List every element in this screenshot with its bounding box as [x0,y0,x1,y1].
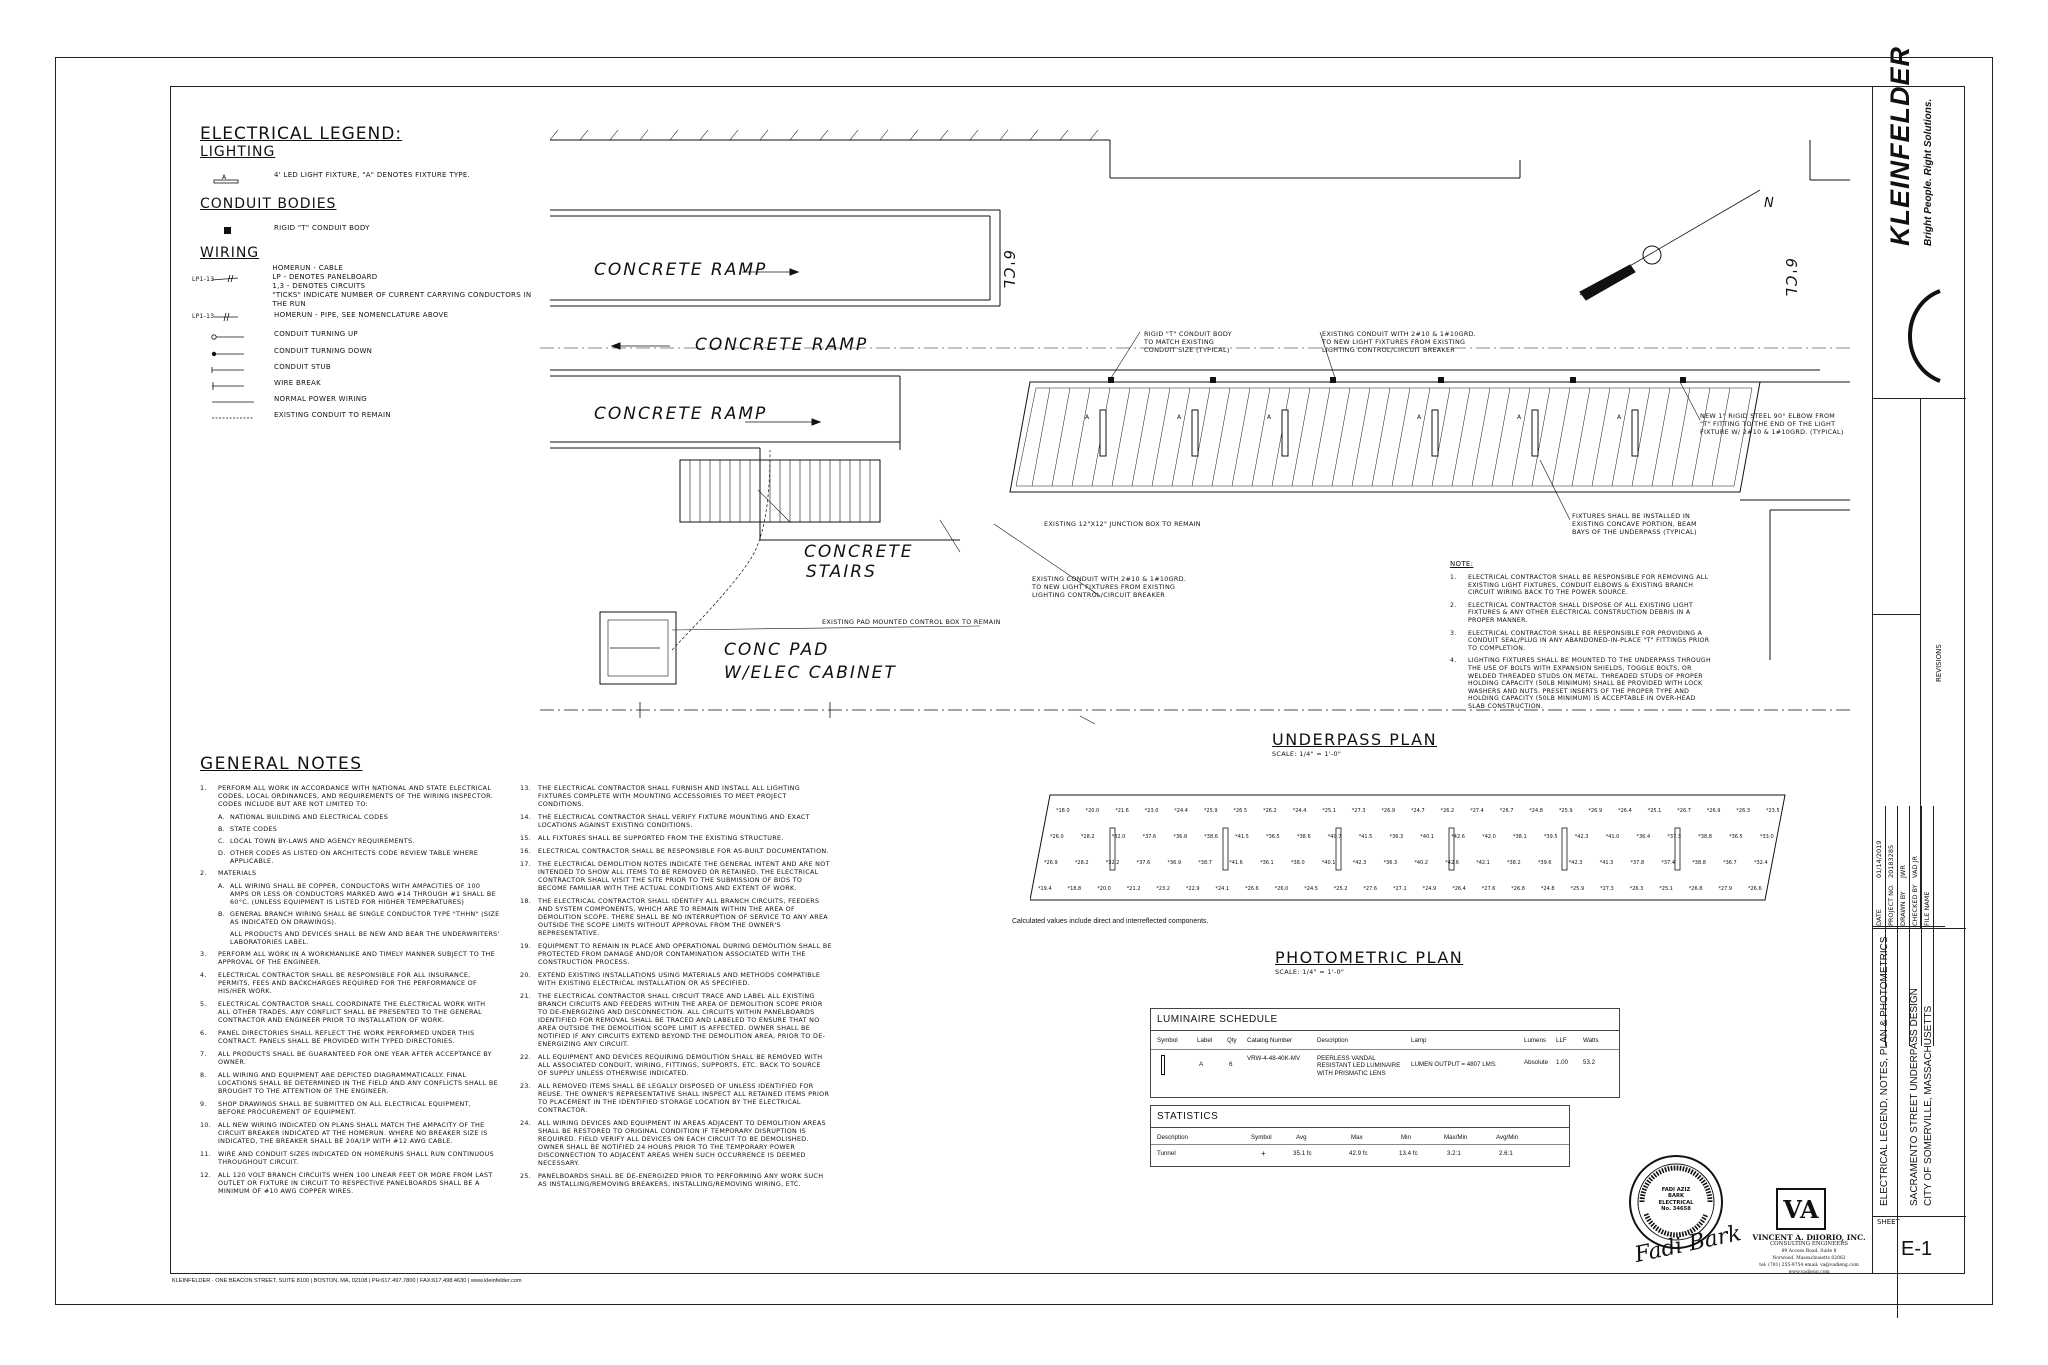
general-note-item: 17. THE ELECTRICAL DEMOLITION NOTES INDICATE THE GENERAL INTENT AND ARE NOT INTENDED TO SHOW ALL ITEMS TO BE REMOVED OR RETAINED. THE ELECTRICAL CONTRACTOR SHALL VISIT THE SITE PRIOR TO THE SUBMISSION OF BIDS TO BECOME FAMILIAR WITH THE ACTUAL CONDITIONS AND EXTENT OF WORK. [520,860,830,892]
photometric-value: *28.2 [1074,860,1089,866]
photometric-value: *26.5 [1233,808,1248,814]
label-centerline-left: 6'CL [1000,250,1018,291]
photometric-value: *41.0 [1605,834,1620,840]
photometric-value: *26.3 [1736,808,1751,814]
legend-item-conduit-up [192,327,358,341]
photometric-value: *32.0 [1111,834,1126,840]
photometric-value: *42.3 [1352,860,1367,866]
general-note-item: 3. PERFORM ALL WORK IN A WORKMANLIKE AND TIMELY MANNER SUBJECT TO THE APPROVAL OF THE ENGINEER. [200,950,496,966]
general-note-subitem: B. STATE CODES [218,825,278,833]
stat-maxmin: 3.2:1 [1447,1150,1461,1157]
general-note-item: 21. THE ELECTRICAL CONTRACTOR SHALL CIRCUIT TRACE AND LABEL ALL EXISTING BRANCH CIRCUITS AND FEEDERS WITHIN THE AREA OF DEMOLITION SCOPE PRIOR TO DE-ENERGIZING AND DISCONNECTION. ALL CIRCUITS WITHIN PANELBOARDS IDENTIFIED FOR REMOVAL SHALL BE TRACED AND LABELED TO ENSURE THAT NO AREA OUTSIDE THE DEMOLITION SCOPE LIMIT IS AFFECTED. OWNER SHALL BE NOTIFIED IF ANY CIRCUITS EXTEND BEYOND THE DEMOLITION AREA, PRIOR TO DE-ENERGIZING ANY CIRCUIT. [520,992,826,1048]
photometric-value: *36.7 [1723,860,1737,866]
general-note-item: 1. PERFORM ALL WORK IN ACCORDANCE WITH NATIONAL AND STATE ELECTRICAL CODES, LOCAL ORDINANCES, AND REQUIREMENTS OF THE WIRING INSPECTOR. CODES INCLUDE BUT ARE NOT LIMITED TO: [200,784,494,808]
photometric-value: *26.0 [1050,834,1064,840]
value-drawn-by: JWR [1899,865,1907,878]
photometric-value: *23.0 [1144,808,1159,814]
general-note-item: 18. THE ELECTRICAL CONTRACTOR SHALL IDENTIFY ALL BRANCH CIRCUITS, FEEDERS AND SYSTEM COMPONENTS, WHICH ARE TO REMAIN WITHIN THE AREA OF DEMOLITION SCOPE. THERE SHALL BE NO INTERRUPTION OF SERVICE TO ANY AREA OUTSIDE THE SCOPE LIMITS WITHOUT APPROVAL FROM THE OWNER'S REPRESENTATIVE. [520,897,828,937]
general-note-subitem: A. ALL WIRING SHALL BE COPPER, CONDUCTORS WITH AMPACITIES OF 100 AMPS OR LESS OR CONDUCTORS MARKED AWG #14 THROUGH #1 SHALL BE 60°C. (UNLESS EQUIPMENT IS LISTED FOR HIGHER TEMPERATURES) [218,882,496,906]
photometric-value: *36.5 [1729,834,1743,840]
stat-header-avg: Avg [1296,1134,1307,1141]
kleinfelder-logo: KLEINFELDER [1885,46,1915,246]
photometric-value: *25.1 [1322,808,1336,814]
general-note-subitem: A. NATIONAL BUILDING AND ELECTRICAL CODES [218,813,389,821]
revisions-label: REVISIONS [1935,644,1943,682]
svg-text:A: A [222,174,227,181]
photometric-value: *37.4 [1661,860,1676,866]
photometric-value: *33.0 [1760,834,1774,840]
legend-item-homerun-pipe [192,311,448,323]
stat-max: 42.9 fc [1349,1150,1368,1157]
legend-fixture-text: 4' LED LIGHT FIXTURE, "A" DENOTES FIXTURE TYPE. [274,170,471,179]
lum-header-label: Label [1197,1037,1213,1044]
general-note-item: 14. THE ELECTRICAL CONTRACTOR SHALL VERIFY FIXTURE MOUNTING AND EXACT LOCATIONS AGAINST EXISTING CONDITIONS. [520,813,810,829]
callout-fixtures-installed: FIXTURES SHALL BE INSTALLED IN EXISTING CONCAVE PORTION, BEAM BAYS OF THE UNDERPASS (TYPICAL) [1572,512,1697,536]
general-note-item: 15. ALL FIXTURES SHALL BE SUPPORTED FROM THE EXISTING STRUCTURE. [520,834,784,842]
photometric-value: *25.9 [1570,886,1585,892]
callout-t-body: RIGID "T" CONDUIT BODY TO MATCH EXISTING CONDUIT SIZE (TYPICAL) [1144,330,1232,354]
legend-title: ELECTRICAL LEGEND: [200,124,403,144]
photometric-value: *40.1 [1321,860,1336,866]
photometric-value: *24.4 [1174,808,1188,814]
photometric-value: *41.5 [1235,834,1249,840]
label-conc-pad-1: CONC PAD [724,640,830,660]
legend-item-conduit-body [192,221,370,235]
lum-qty: 6 [1229,1061,1233,1068]
photometric-value: *38.8 [1692,860,1706,866]
photometric-grid [1030,790,1790,905]
general-note-item: 11. WIRE AND CONDUIT SIZES INDICATED ON HOMERUNS SHALL RUN CONTINUOUS THROUGHOUT CIRCUIT. [200,1150,494,1166]
conduit-body-icon [192,222,274,234]
stat-header-avgmin: Avg/Min [1496,1134,1519,1141]
firm-web: www.vadieng.com [1788,1270,1830,1275]
photometric-value: *23.5 [1766,808,1780,814]
legend-normal-wiring-text: NORMAL POWER WIRING [274,394,368,403]
conduit-up-icon [192,328,274,340]
callout-elbow: NEW 1" RIGID STEEL 90° ELBOW FROM "T" FITTING TO THE END OF THE LIGHT FIXTURE W/ 2#10 & 1#10GRD. (TYPICAL) [1700,412,1844,436]
label-centerline-right: 6'CL [1782,258,1800,299]
engineer-signature: Fadi Bark [1632,1221,1744,1268]
photometric-value: *42.1 [1476,860,1490,866]
sheet-label: SHEET [1877,1218,1900,1226]
lum-description: PEERLESS VANDAL RESISTANT LED LUMINAIRE WITH PRISMATIC LENS [1317,1055,1401,1077]
photometric-value: *36.9 [1167,860,1182,866]
photometric-value: *24.8 [1529,808,1543,814]
photometric-value: *27.1 [1393,886,1407,892]
photometric-value: *26.4 [1452,886,1466,892]
footer-address: KLEINFELDER · ONE BEACON STREET, SUITE 8100 | BOSTON, MA, 02108 | PH:617.497.7800 | FAX:617.498.4630 | www.kleinfelder.com [172,1278,522,1284]
legend-item-homerun-cable [192,264,532,309]
general-note-item: 2. MATERIALS [200,869,257,877]
photometric-value: *39.5 [1543,834,1558,840]
general-note-item: 12. ALL 120 VOLT BRANCH CIRCUITS WHEN 100 LINEAR FEET OR MORE FROM LAST OUTLET OR FIXTURE IN CIRCUIT TO RESPECTIVE PANELBOARDS SHALL BE A MINIMUM OF #10 AWG COPPER WIRES. [200,1171,493,1195]
sheet-title: ELECTRICAL LEGEND, NOTES, PLAN & PHOTOMETRICS [1879,936,1890,1206]
conduit-stub-icon [192,361,274,373]
stat-header-maxmin: Max/Min [1444,1134,1468,1141]
photometric-value: *39.6 [1537,860,1552,866]
lum-header-llf: LLF [1556,1037,1567,1044]
plan-note-3: 3. ELECTRICAL CONTRACTOR SHALL BE RESPONSIBLE FOR PROVIDING A CONDUIT SEAL/PLUG IN ANY ABANDONED-IN-PLACE "T" FITTINGS PRIOR TO COMPLETION. [1450,629,1710,652]
photometric-value: *42.6 [1445,860,1459,866]
lum-header-catalog: Catalog Number [1247,1037,1293,1044]
stat-description: Tunnel [1157,1150,1176,1157]
stat-header-description: Description [1157,1134,1188,1141]
photometric-value: *24.1 [1215,886,1230,892]
photometric-value: *26.6 [1748,886,1762,892]
photometric-value: *36.8 [1173,834,1188,840]
photometric-value: *26.2 [1440,808,1455,814]
general-note-item: 8. ALL WIRING AND EQUIPMENT ARE DEPICTED DIAGRAMMATICALLY. FINAL LOCATIONS SHALL BE DETERMINED IN THE FIELD AND ANY CONFLICTS SHALL BE BROUGHT TO THE ATTENTION OF THE ENGINEER. [200,1071,498,1095]
general-note-item: 19. EQUIPMENT TO REMAIN IN PLACE AND OPERATIONAL DURING DEMOLITION SHALL BE PROTECTED FROM DAMAGE AND/OR CONTAMINATION ASSOCIATED WITH THE CONSTRUCTION PROCESS. [520,942,832,966]
legend-item-existing-conduit [192,408,391,422]
photometric-value: *20.0 [1085,808,1100,814]
plan-note-1: 1. ELECTRICAL CONTRACTOR SHALL BE RESPONSIBLE FOR REMOVING ALL EXISTING LIGHT FIXTURES, CONDUIT ELBOWS & EXISTING BRANCH CIRCUIT WIRING BACK TO THE POWER SOURCE. [1450,574,1709,597]
photometric-value: *26.9 [1588,808,1603,814]
plan-notes [1450,560,1712,716]
photometric-value: *26.4 [1618,808,1632,814]
photometric-value: *24.8 [1540,886,1555,892]
photometric-value: *21.6 [1115,808,1129,814]
general-note-subitem: ALL PRODUCTS AND DEVICES SHALL BE NEW AND BEAR THE UNDERWRITERS' LABORATORIES LABEL. [230,930,500,946]
photometric-plan-scale: SCALE: 1/4" = 1'-0" [1275,968,1345,976]
lum-header-symbol: Symbol [1157,1037,1178,1044]
existing-conduit-icon [192,409,274,421]
legend-homerun-pipe-text: HOMERUN - PIPE, SEE NOMENCLATURE ABOVE [274,311,449,319]
photometric-value: *36.3 [1383,860,1398,866]
general-notes-column-2 [520,784,832,1193]
photometric-value: *26.9 [1706,808,1721,814]
photometric-value: *25.1 [1647,808,1662,814]
photometric-value: *36.3 [1389,834,1404,840]
general-note-subitem: B. GENERAL BRANCH WIRING SHALL BE SINGLE CONDUCTOR TYPE "THHN" (SIZE AS INDICATED ON DRAWINGS). [218,910,500,926]
firm-contact: tel: (781) 255-9754 email: va@vadieng.com [1759,1263,1859,1268]
general-note-item: 16. ELECTRICAL CONTRACTOR SHALL BE RESPONSIBLE FOR AS-BUILT DOCUMENTATION. [520,847,829,855]
plan-notes-title: NOTE: [1450,560,1474,568]
luminaire-schedule [1150,1008,1620,1098]
photometric-value: *26.8 [1511,886,1525,892]
value-checked-by: VAD JR [1911,856,1919,878]
statistics-table [1150,1105,1570,1167]
callout-junction-box: EXISTING 12"X12" JUNCTION BOX TO REMAIN [1044,520,1201,528]
general-notes-title: GENERAL NOTES [200,754,363,774]
fixture-tag: A [1417,414,1422,421]
photometric-value: *42.3 [1574,834,1589,840]
label-concrete-stairs-1: CONCRETE [804,542,914,562]
photometric-value: *25.2 [1333,886,1348,892]
photometric-value: *27.3 [1351,808,1366,814]
fixture-icon [192,169,274,181]
photometric-value: *37.3 [1667,834,1682,840]
legend-conduit-down-text: CONDUIT TURNING DOWN [274,346,373,355]
label-drawn-by: DRAWN BY [1899,891,1907,926]
lum-header-description: Description [1317,1037,1348,1044]
photometric-value: *24.5 [1304,886,1318,892]
photometric-value: *38.6 [1204,834,1218,840]
photometric-value: *24.7 [1411,808,1425,814]
firm-subtitle: CONSULTING ENGINEERS [1769,1241,1849,1247]
photometric-value: *41.5 [1358,834,1373,840]
photometric-value: *25.1 [1659,886,1673,892]
photometric-value: *38.0 [1291,860,1305,866]
legend-conduit-body-text: RIGID "T" CONDUIT BODY [274,223,370,232]
photometric-value: *22.9 [1185,886,1200,892]
general-note-item: 23. ALL REMOVED ITEMS SHALL BE LEGALLY DISPOSED OF UNLESS IDENTIFIED FOR REUSE. THE OWNER'S REPRESENTATIVE SHALL INSPECT ALL RETAINED ITEMS PRIOR TO PLACEMENT IN THE IDENTIFIED STORAGE LOCATION BY THE ELECTRICAL CONTRACTOR. [520,1082,830,1114]
photometric-value: *36.1 [1260,860,1274,866]
firm-address1: 89 Access Road, Suite 8 [1781,1249,1837,1254]
label-concrete-ramp-3: CONCRETE RAMP [594,404,768,424]
lum-header-qty: Qty [1227,1037,1237,1044]
general-note-subitem: C. LOCAL TOWN BY-LAWS AND AGENCY REQUIREMENTS. [218,837,415,845]
lum-header-watts: Watts [1583,1037,1599,1044]
photometric-value: *32.2 [1105,860,1120,866]
legend-item-conduit-stub [192,360,331,374]
callout-existing-conduit-top: EXISTING CONDUIT WITH 2#10 & 1#10GRD. TO NEW LIGHT FIXTURES FROM EXISTING LIGHTING CONTROL/CIRCUIT BREAKER [1322,330,1477,354]
stat-avg: 35.1 fc [1293,1150,1312,1157]
plan-note-4: 4. LIGHTING FIXTURES SHALL BE MOUNTED TO THE UNDERPASS THROUGH THE USE OF BOLTS WITH EXPANSION SHIELDS, TOGGLE BOLTS, OR WELDED THREADED STUDS ON METAL. THREADED STUDS OF PROPER HOLDING CAPACITY (50LB MINIMUM) SHALL BE PROVIDED WITH LOCK WASHERS AND NUTS. PRESET INSERTS OF THE PROPER TYPE AND HOLDING CAPACITY (50LB MINIMUM) IS ACCEPTABLE IN OVER-HEAD SLAB CONSTRUCTION. [1450,657,1711,710]
fixture-tag: A [1517,414,1522,421]
photometric-value: *38.2 [1507,860,1521,866]
photometric-value: *25.9 [1558,808,1573,814]
callout-existing-conduit-bottom: EXISTING CONDUIT WITH 2#10 & 1#10GRD. TO NEW LIGHT FIXTURES FROM EXISTING LIGHTING CONTROL/CIRCUIT BREAKER [1032,575,1187,599]
general-note-item: 6. PANEL DIRECTORIES SHALL REFLECT THE WORK PERFORMED UNDER THIS CONTRACT. PANELS SHALL BE PROVIDED WITH TYPED DIRECTORIES. [200,1029,475,1045]
label-date: DATE [1875,909,1883,926]
lum-header-lamp: Lamp [1411,1037,1427,1044]
photometric-value: *42.6 [1451,834,1465,840]
general-note-item: 13. THE ELECTRICAL CONTRACTOR SHALL FURNISH AND INSTALL ALL LIGHTING FIXTURES COMPLETE WITH MOUNTING ACCESSORIES TO MEET PROJECT CONDITIONS. [520,784,800,808]
legend-item-normal-wiring [192,392,367,406]
photometric-value: *42.3 [1568,860,1583,866]
fixture-tag: A [1177,414,1182,421]
legend-item-wire-break [192,376,321,390]
firm-name: VINCENT A. DiIORIO, INC. [1752,1233,1866,1242]
lum-catalog: VRW-4-48-40K-MV [1247,1055,1301,1062]
photometric-value: *26.0 [1274,886,1289,892]
legend-heading-conduit-bodies: CONDUIT BODIES [200,196,337,212]
photometric-value: *27.4 [1470,808,1484,814]
lum-lumens: Absolute [1524,1059,1549,1066]
project-location: CITY OF SOMERVILLE, MASSACHUSETTS [1923,1005,1934,1206]
kleinfelder-swoosh-icon [1895,286,1945,386]
label-concrete-ramp-1: CONCRETE RAMP [594,260,768,280]
general-note-item: 20. EXTEND EXISTING INSTALLATIONS USING MATERIALS AND METHODS COMPATIBLE WITH EXISTING ELECTRICAL INSTALLATION OR AS SPECIFIED. [520,971,821,987]
value-date: 01/14/2019 [1875,840,1883,878]
label-project-no: PROJECT NO. [1887,884,1895,926]
lum-header-lumens: Lumens [1524,1037,1547,1044]
photometric-value: *37.6 [1142,834,1157,840]
photometric-value: *41.3 [1599,860,1614,866]
underpass-plan-scale: SCALE: 1/4" = 1'-0" [1272,750,1342,758]
stat-min: 13.4 fc [1399,1150,1418,1157]
label-conc-pad-2: W/ELEC CABINET [724,663,897,683]
photometric-value: *28.2 [1080,834,1095,840]
photometric-value: *40.7 [1327,834,1342,840]
general-note-item: 10. ALL NEW WIRING INDICATED ON PLANS SHALL MATCH THE AMPACITY OF THE CIRCUIT BREAKER INDICATED AT THE HOMERUN. WHERE NO BREAKER SIZE IS INDICATED, THE BREAKER SHALL BE 20A/1P WITH #12 AWG CABLE. [200,1121,488,1145]
fixture-tag: A [1617,414,1622,421]
stat-header-max: Max [1351,1134,1363,1141]
fixture-tag: A [1267,414,1272,421]
photometric-plan-title: PHOTOMETRIC PLAN [1275,948,1464,967]
photometric-value: *41.6 [1229,860,1243,866]
project-name: SACRAMENTO STREET UNDERPASS DESIGN [1909,988,1920,1206]
photometric-value: *38.8 [1698,834,1712,840]
photometric-value: *38.1 [1513,834,1527,840]
general-note-item: 24. ALL WIRING DEVICES AND EQUIPMENT IN AREAS ADJACENT TO DEMOLITION AREAS SHALL BE RESTORED TO ORIGINAL CONDITION IF TEMPORARY DISRUPTION IS REQUIRED. FIELD VERIFY ALL DEVICES ON EACH CIRCUIT TO BE DEMOLISHED. OWNER SHALL BE NOTIFIED 24 HOURS PRIOR TO THE TEMPORARY POWER DISCONNECTION TO ADJACENT AREAS WHEN SUCH OCCURRENCE IS DEEMED NECESSARY. [520,1119,826,1167]
label-checked-by: CHECKED BY [1911,884,1919,926]
legend-homerun-cable-text: HOMERUN - CABLE LP - DENOTES PANELBOARD 1,3 - DENOTES CIRCUITS "TICKS" INDICATE NUMBER OF CURRENT CARRYING CONDUCTORS IN THE RUN [272,264,532,308]
legend-item-fixture [192,168,470,182]
lum-llf: 1.00 [1556,1059,1569,1066]
photometric-value: *26.8 [1688,886,1703,892]
general-note-item: 5. ELECTRICAL CONTRACTOR SHALL COORDINATE THE ELECTRICAL WORK WITH ALL OTHER TRADES. ANY CONFLICT SHALL BE PRESENTED TO THE GENERAL CONTRACTOR AND ENGINEER PRIOR TO INSTALLATION OF WORK. [200,1000,486,1024]
callout-control-box: EXISTING PAD MOUNTED CONTROL BOX TO REMAIN [822,618,1001,626]
photometric-value: *25.9 [1203,808,1218,814]
photometric-value: *24.4 [1292,808,1307,814]
north-arrow-label: N [1764,196,1776,211]
photometric-value: *27.9 [1718,886,1733,892]
label-concrete-ramp-2: CONCRETE RAMP [695,335,869,355]
general-note-item: 25. PANELBOARDS SHALL BE DE-ENERGIZED PRIOR TO PERFORMING ANY WORK SUCH AS INSTALLING/REMOVING BREAKERS, INSTALLING/REMOVING WIRING, ETC. [520,1172,824,1188]
photometric-value: *36.4 [1636,834,1651,840]
legend-heading-lighting: LIGHTING [200,144,276,160]
photometric-value: *23.2 [1156,886,1170,892]
photometric-value: *26.9 [1381,808,1396,814]
stamp-text: FADI AZIZ BARK ELECTRICAL No. 34658 [1658,1187,1694,1213]
photometric-value: *40.1 [1420,834,1435,840]
legend-conduit-stub-text: CONDUIT STUB [274,362,331,371]
photometric-value: *26.7 [1499,808,1514,814]
photometric-value: *26.3 [1629,886,1644,892]
photometric-value: *26.9 [1044,860,1058,866]
firm-info [1744,1234,1874,1276]
photometric-value: *26.6 [1245,886,1259,892]
lum-label: A [1199,1061,1204,1068]
photometric-value: *38.7 [1198,860,1212,866]
photometric-value: *21.2 [1126,886,1141,892]
general-note-subitem: D. OTHER CODES AS LISTED ON ARCHITECTS CODE REVIEW TABLE WHERE APPLICABLE. [218,849,479,865]
photometric-value: *26.7 [1677,808,1691,814]
homerun-cable-icon: LP1-13 [192,264,272,304]
underpass-plan-title: UNDERPASS PLAN [1272,730,1438,749]
normal-wiring-icon [192,393,274,405]
label-file-name: FILE NAME [1923,891,1931,926]
kleinfelder-tagline: Bright People. Right Solutions. [1923,98,1934,246]
general-note-item: 22. ALL EQUIPMENT AND DEVICES REQUIRING DEMOLITION SHALL BE REMOVED WITH ALL ASSOCIATED CONDUIT, WIRING, FITTINGS, SUPPORTS, ETC. BACK TO SOURCE OF SUPPLY UNLESS OTHERWISE INDICATED. [520,1053,823,1077]
value-project-no: 20183285 [1887,844,1895,878]
lum-watts: 53.2 [1583,1059,1596,1066]
luminaire-symbol-icon [1161,1055,1165,1075]
photometric-value: *18.0 [1056,808,1070,814]
photometric-value: *26.2 [1263,808,1277,814]
general-note-item: 7. ALL PRODUCTS SHALL BE GUARANTEED FOR ONE YEAR AFTER ACCEPTANCE BY OWNER. [200,1050,492,1066]
photometric-value: *38.6 [1297,834,1311,840]
legend-existing-conduit-text: EXISTING CONDUIT TO REMAIN [274,410,391,419]
photometric-value: *27.3 [1600,886,1614,892]
photometric-value: *27.6 [1363,886,1378,892]
label-concrete-stairs-2: STAIRS [806,562,877,582]
stat-avgmin: 2.6:1 [1499,1150,1513,1157]
stat-header-symbol: Symbol [1251,1134,1272,1141]
stat-symbol: + [1261,1149,1266,1158]
firm-logo: VA [1776,1188,1826,1230]
fixture-tag: A [1085,414,1090,421]
photometric-value: *40.2 [1414,860,1429,866]
photometric-value: *36.5 [1266,834,1280,840]
stat-header-min: Min [1401,1134,1411,1141]
photometric-value: *37.8 [1630,860,1645,866]
conduit-down-icon [192,345,274,357]
photometric-value: *19.4 [1038,886,1052,892]
general-notes-column-1 [200,784,500,1200]
statistics-title: STATISTICS [1151,1106,1569,1128]
photometric-value: *37.6 [1136,860,1151,866]
lum-lamp: LUMEN OUTPUT = 4807 LMS. [1411,1061,1497,1068]
legend-conduit-up-text: CONDUIT TURNING UP [274,329,358,338]
photometric-value: *27.6 [1481,886,1496,892]
photometric-value: *32.4 [1754,860,1768,866]
general-note-item: 4. ELECTRICAL CONTRACTOR SHALL BE RESPONSIBLE FOR ALL INSURANCE, PERMITS, FEES AND BACKCHARGES REQUIRED FOR THE PERFORMANCE OF HIS/HER WORK. [200,971,477,995]
photometric-value: *42.0 [1482,834,1496,840]
legend-item-conduit-down [192,344,372,358]
sheet-number: E-1 [1901,1238,1933,1260]
title-block [1872,46,1965,1274]
firm-address2: Norwood, Massachusetts 02062 [1772,1256,1846,1261]
luminaire-schedule-title: LUMINAIRE SCHEDULE [1151,1009,1619,1031]
photometric-value: *20.0 [1097,886,1111,892]
legend-wire-break-text: WIRE BREAK [274,378,321,387]
wire-break-icon [192,377,274,389]
homerun-pipe-icon: LP1-13 [192,311,274,323]
legend-heading-wiring: WIRING [200,245,260,261]
general-note-item: 9. SHOP DRAWINGS SHALL BE SUBMITTED ON ALL ELECTRICAL EQUIPMENT, BEFORE PROCUREMENT OF EQUIPMENT. [200,1100,472,1116]
photometric-note: Calculated values include direct and interreflected components. [1012,918,1209,925]
plan-note-2: 2. ELECTRICAL CONTRACTOR SHALL DISPOSE OF ALL EXISTING LIGHT FIXTURES & ANY OTHER ELECTRICAL CONSTRUCTION DEBRIS IN A PROPER MANNER. [1450,601,1694,624]
photometric-value: *18.8 [1067,886,1082,892]
photometric-value: *24.9 [1422,886,1437,892]
